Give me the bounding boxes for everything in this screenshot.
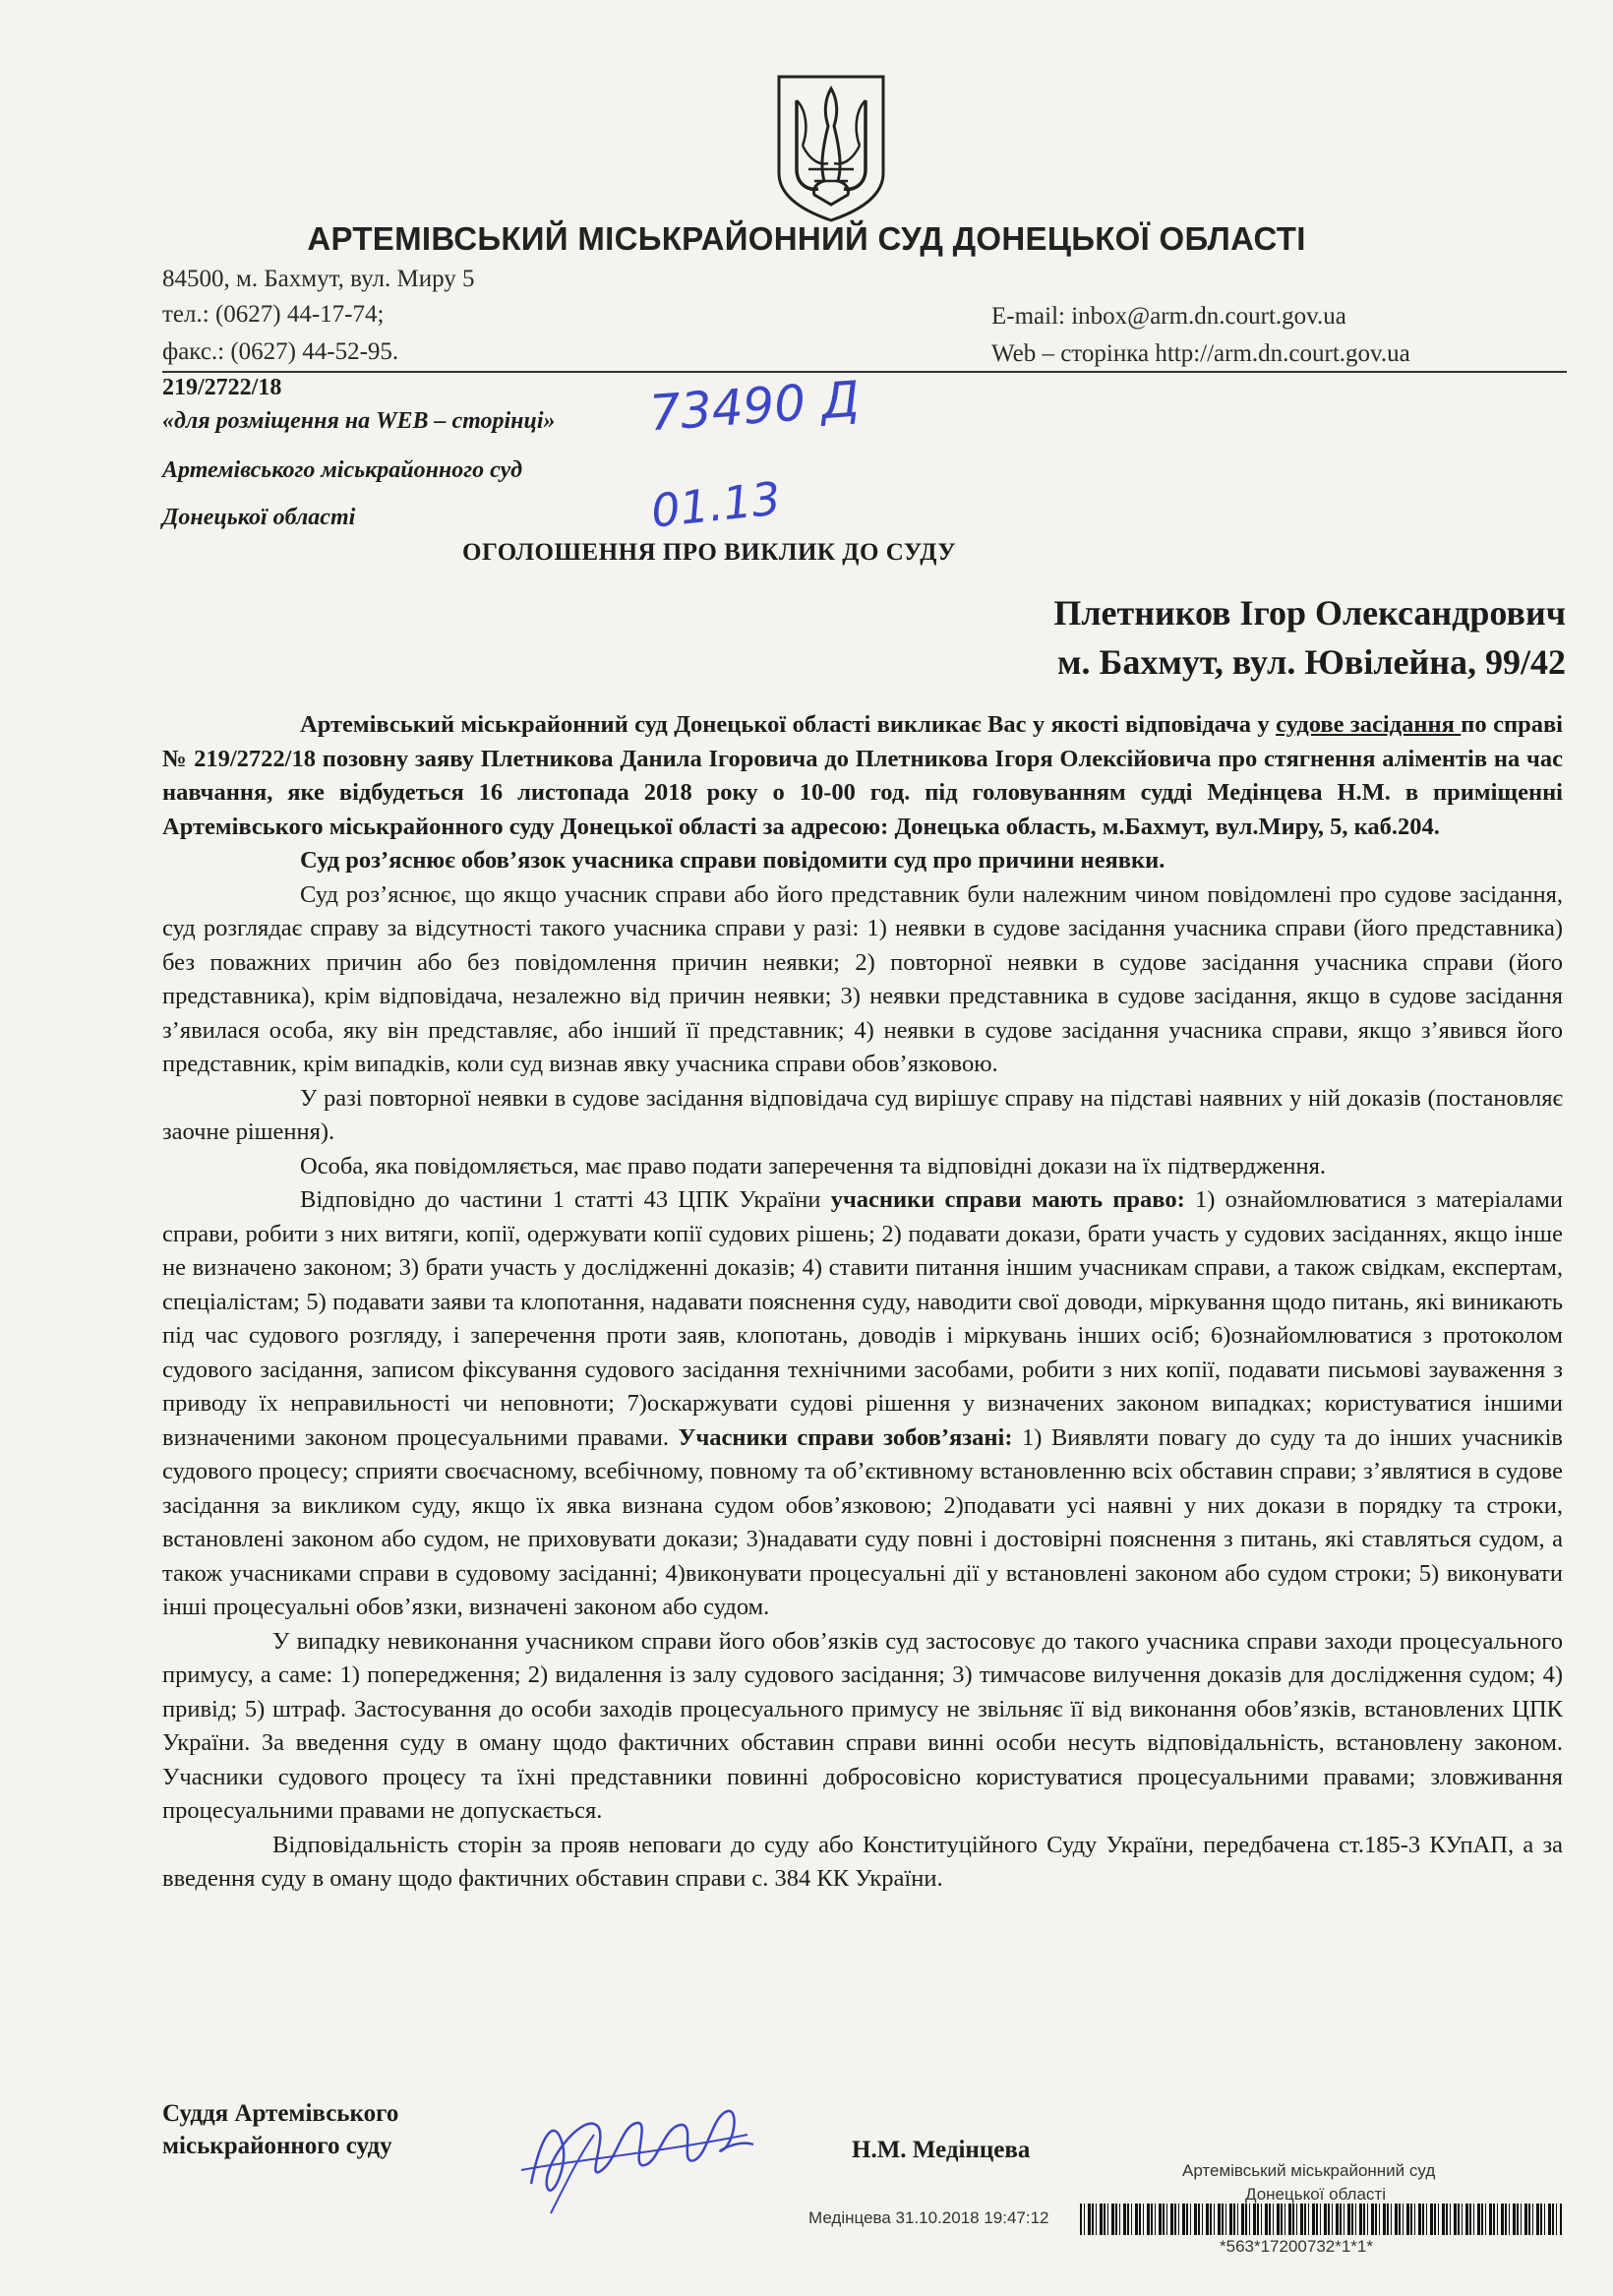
- absence-duty-paragraph: Суд роз’яснює обов’язок учасника справи повідомити суд про причини неявки.: [300, 847, 1165, 874]
- court-website: Web – сторінка http://arm.dn.court.gov.ua: [991, 340, 1410, 367]
- addressee-address: м. Бахмут, вул. Ювілейна, 99/42: [1057, 642, 1566, 682]
- repeated-absence-paragraph: У разі повторної неявки в судове засідання відповідача суд вирішує справу на підставі наявних у ній доказів (постановляє заочне рішення).: [162, 1084, 1563, 1145]
- court-fax: факс.: (0627) 44-52-95.: [162, 338, 399, 365]
- barcode: [1080, 2204, 1562, 2235]
- stamp-court-line2: Донецької області: [1245, 2185, 1386, 2204]
- web-placement-note: «для розміщення на WEB – сторінці»: [162, 408, 556, 434]
- coat-of-arms-icon: [773, 71, 889, 224]
- objection-right-paragraph: Особа, яка повідомляється, має право подати заперечення та відповідні докази на їх підтвердження.: [300, 1152, 1326, 1179]
- court-address: 84500, м. Бахмут, вул. Миру 5: [162, 266, 475, 292]
- notice-body: [162, 708, 1563, 1897]
- case-number: 219/2722/18: [162, 375, 282, 400]
- judge-title-line1: Суддя Артемівського: [162, 2100, 399, 2127]
- stamp-court-line1: Артемівський міськрайонний суд: [1182, 2161, 1436, 2180]
- addressee-name: Плетников Ігор Олександрович: [1053, 593, 1566, 633]
- liability-paragraph: Відповідальність сторін за прояв неповаги до суду або Конституційного Суду України, передбачена ст.185-3 КУпАП, а за введення суду в оману щодо фактичних обставин справи с. 384 КК України.: [162, 1831, 1563, 1892]
- summons-paragraph: Артемівський міськрайонний суд Донецької області викликає Вас у якості відповідача у судове засідання по справі № 219/2722/18 позовну заяву Плетникова Данила Ігоровича до Плетникова Ігоря Олексійовича про стягнення аліментів на час навчання, яке відбудеться 16 листопада 2018 року о 10-00 год. під головуванням судді Медінцева Н.М. в приміщенні Артемівського міськрайонного суду Донецької області за адресою: Донецька область, м.Бахмут, вул.Миру, 5, каб.204.: [162, 711, 1563, 840]
- absence-consequences-paragraph: Суд роз’яснює, що якщо учасник справи або його представник були належним чином повідомлені про судове засідання, суд розглядає справу за відсутності такого учасника справи у разі: 1) неявки в судове засідання учасника справи (його представника) без поважних причин або без повідомлення причин неявки; 2) повторної неявки в судове засідання учасника справи (його представника), крім відповідача, незалежно від причин неявки; 3) неявки представника в судове засідання, якщо в судове засідання з’явилася особа, яку він представляє, або інший її представник; 4) неявки в судове засідання учасника справи, якщо з’явився його представник, крім випадків, коли суд визнав явку учасника справи обов’язковою.: [162, 880, 1563, 1077]
- judge-name: Н.М. Медінцева: [852, 2137, 1031, 2163]
- court-name-line2: Донецької області: [162, 505, 356, 530]
- notice-title: ОГОЛОШЕННЯ ПРО ВИКЛИК ДО СУДУ: [462, 539, 957, 566]
- rights-duties-paragraph: Відповідно до частини 1 статті 43 ЦПК України учасники справи мають право: 1) ознайомлюватися з матеріалами справи, робити з них витяги, копії, одержувати копії судових рішень; 2) подавати докази, брати участь у судових засіданнях, якщо інше не визначено законом; 3) брати участь у дослідженні доказів; 4) ставити питання іншим учасникам справи, а також свідкам, експертам, спеціалістам; 5) подавати заяви та клопотання, надавати пояснення суду, наводити свої доводи, міркування щодо питань, які виникають під час судового розгляду, і заперечення проти заяв, клопотань, доводів і міркувань інших осіб; 6)ознайомлюватися з протоколом судового засідання, записом фіксування судового засідання технічними засобами, робити з них копії, подавати письмові зауваження з приводу їх неправильності чи неповноти; 7)оскаржувати судові рішення у визначених законом випадках; користуватися іншими визначеними законом процесуальними правами. Учасники справи зобов’язані: 1) Виявляти повагу до суду та до інших учасників судового процесу; сприяти своєчасному, всебічному, повному та об’єктивному встановленню всіх обставин справи; з’являтися в судове засідання за викликом суду, якщо їх явка визнана судом обов’язковою; 2)подавати усі наявні у них докази в порядку та строки, встановлені законом або судом, не приховувати докази; 3)надавати суду повні і достовірні пояснення з питань, які ставляться судом, а також учасниками справи в судовому засіданні; 4)виконувати процесуальні дії у встановлені законом або судом строки; 5) виконувати інші процесуальні обов’язки, визначені законом або судом.: [162, 1186, 1563, 1620]
- coercion-measures-paragraph: У випадку невиконання учасником справи його обов’язків суд застосовує до такого учасника справи заходи процесуального примусу, а саме: 1) попередження; 2) видалення із залу судового засідання; 3) тимчасове вилучення доказів для дослідження судом; 4) привід; 5) штраф. Застосування до особи заходів процесуального примусу не звільняє її від виконання обов’язків, встановлених ЦПК України. За введення суду в оману щодо фактичних обставин справи винні особи несуть відповідальність, встановлену законом. Учасники судового процесу та їхні представники повинні добросовісно користуватися процесуальними правами; зловживання процесуальними правами не допускається.: [162, 1627, 1563, 1824]
- court-name-line1: Артемівського міськрайонного суд: [162, 457, 523, 483]
- judge-signature: [511, 2076, 767, 2223]
- stamp-signed-timestamp: Медінцева 31.10.2018 19:47:12: [808, 2208, 1049, 2227]
- court-title: АРТЕМІВСЬКИЙ МІСЬКРАЙОННИЙ СУД ДОНЕЦЬКОЇ ОБЛАСТІ: [307, 220, 1306, 257]
- handwritten-mark: 01.13: [648, 471, 784, 538]
- barcode-number: *563*17200732*1*1*: [1220, 2237, 1373, 2256]
- header-divider: [162, 371, 1567, 373]
- court-email: E-mail: inbox@arm.dn.court.gov.ua: [991, 303, 1346, 330]
- handwritten-registration-number: 73490 Д: [647, 370, 862, 443]
- court-phone: тел.: (0627) 44-17-74;: [162, 301, 385, 328]
- judge-title-line2: міськрайонного суду: [162, 2133, 392, 2159]
